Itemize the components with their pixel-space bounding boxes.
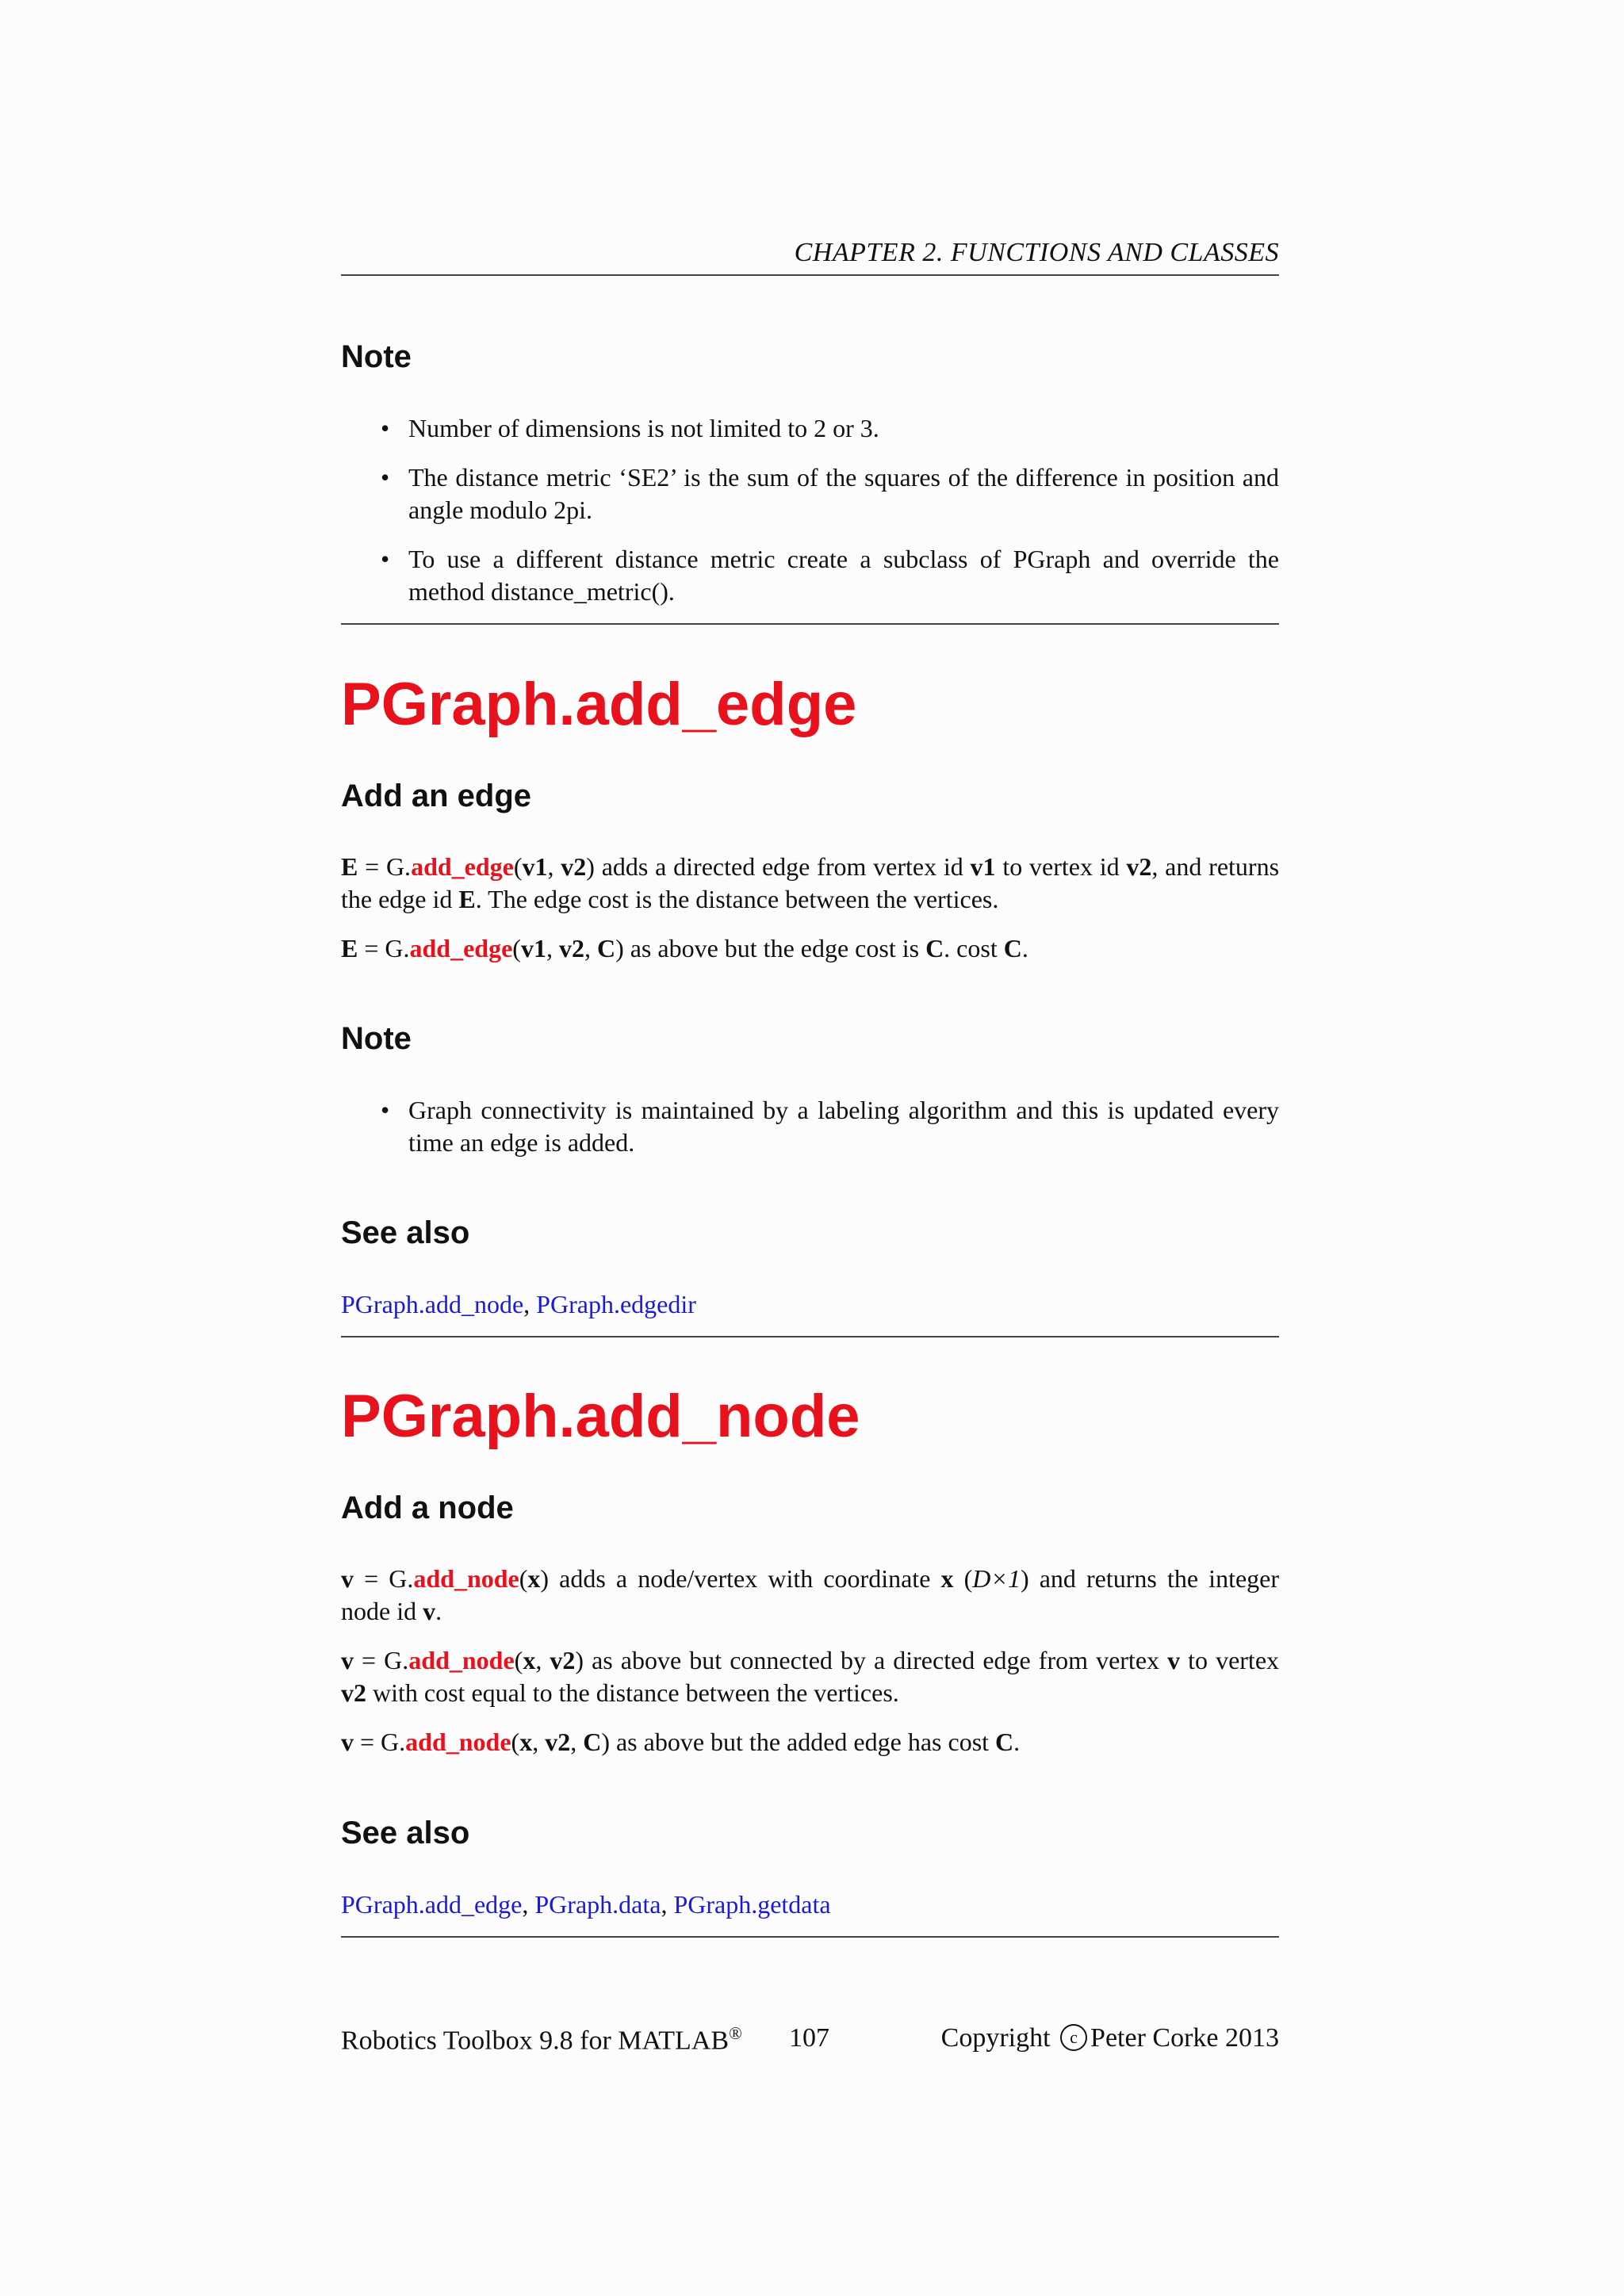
add-edge-see-also-links: PGraph.add_node, PGraph.edgedir	[341, 1290, 696, 1318]
section-subtitle-add-edge: Add an edge	[341, 779, 532, 813]
running-header: CHAPTER 2. FUNCTIONS AND CLASSES	[794, 238, 1279, 267]
list-item: • Number of dimensions is not limited to 2 or 3.	[341, 412, 1279, 445]
link-pgraph-getdata[interactable]: PGraph.getdata	[673, 1890, 831, 1919]
list-item: • Graph connectivity is maintained by a labeling algorithm and this is updated every time an edge is added.	[341, 1094, 1279, 1159]
section-divider	[341, 623, 1279, 625]
add-node-paragraph-2: v = G.add_node(x, v2) as above but connected by a directed edge from vertex v to vertex v2 with cost equal to the distance between the vertices.	[341, 1646, 1280, 1707]
add-edge-paragraph-2: E = G.add_edge(v1, v2, C) as above but the edge cost is C. cost C.	[341, 934, 1028, 962]
header-rule	[341, 274, 1279, 276]
add-edge-note-heading: Note	[341, 1021, 412, 1056]
footer-copyright: Copyright c Peter Corke 2013	[940, 2023, 1279, 2053]
section-divider	[341, 1936, 1279, 1938]
section-title-add-edge: PGraph.add_edge	[341, 671, 857, 738]
note-list	[341, 412, 1279, 625]
footer-book-title: Robotics Toolbox 9.8 for MATLAB®	[341, 2023, 742, 2056]
list-item: • To use a different distance metric create a subclass of PGraph and override the method distance_metric().	[341, 543, 1279, 608]
link-pgraph-add-edge[interactable]: PGraph.add_edge	[341, 1890, 523, 1919]
add-node-paragraph-1: v = G.add_node(x) adds a node/vertex with coordinate x (D×1) and returns the integer node id v.	[341, 1564, 1280, 1625]
link-pgraph-data[interactable]: PGraph.data	[534, 1890, 661, 1919]
copyright-symbol: c	[1060, 2024, 1087, 2051]
add-edge-paragraph-1: E = G.add_edge(v1, v2) adds a directed edge from vertex id v1 to vertex id v2, and returns the edge id E. The edge cost is the distance between the vertices.	[341, 852, 1280, 913]
add-node-see-also-links: PGraph.add_edge, PGraph.data, PGraph.getdata	[341, 1890, 831, 1919]
section-divider	[341, 1336, 1279, 1337]
link-pgraph-edgedir[interactable]: PGraph.edgedir	[536, 1290, 696, 1318]
note-heading: Note	[341, 339, 412, 374]
add-node-paragraph-3: v = G.add_node(x, v2, C) as above but the added edge has cost C.	[341, 1728, 1021, 1756]
section-title-add-node: PGraph.add_node	[341, 1383, 860, 1450]
list-item: • The distance metric ‘SE2’ is the sum of the squares of the difference in position and angle modulo 2pi.	[341, 461, 1279, 526]
section-subtitle-add-node: Add a node	[341, 1490, 514, 1525]
add-edge-note-list	[341, 1094, 1279, 1176]
page-number: 107	[789, 2023, 829, 2053]
registered-mark: ®	[729, 2023, 742, 2043]
add-edge-see-also-heading: See also	[341, 1215, 470, 1250]
add-node-see-also-heading: See also	[341, 1816, 470, 1850]
link-pgraph-add-node[interactable]: PGraph.add_node	[341, 1290, 524, 1318]
